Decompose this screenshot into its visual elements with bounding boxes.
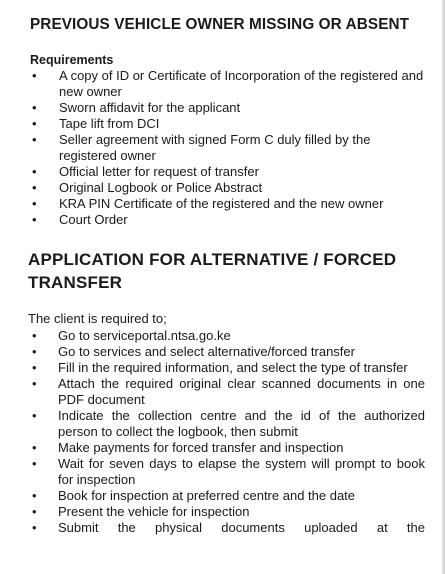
list-item-text: Submit the physical documents uploaded at the	[58, 520, 425, 535]
list-item	[30, 212, 425, 228]
list-item	[30, 328, 425, 344]
list-item-text: A copy of ID or Certificate of Incorporation of the registered and new owner	[59, 68, 424, 99]
bullet-icon: •	[32, 504, 37, 519]
list-item-text: Seller agreement with signed Form C duly filled by the registered owner	[59, 132, 371, 163]
list-item	[30, 440, 425, 456]
list-item-text: Original Logbook or Police Abstract	[59, 180, 263, 195]
list-item-text: Tape lift from DCI	[59, 116, 160, 131]
requirements-list	[30, 68, 425, 228]
bullet-icon: •	[32, 132, 37, 147]
list-item	[30, 100, 425, 116]
bullet-icon: •	[32, 488, 37, 503]
list-item	[30, 504, 425, 520]
list-item-text: Attach the required original clear scanned documents in one PDF document	[58, 376, 425, 407]
list-item-text: Wait for seven days to elapse the system will prompt to book for inspection	[58, 456, 425, 487]
bullet-icon: •	[32, 360, 37, 375]
section-title-forced-transfer: APPLICATION FOR ALTERNATIVE / FORCED TRANSFER	[28, 250, 397, 292]
list-item-text: Indicate the collection centre and the id of the authorized person to collect the logbook, then submit	[58, 408, 425, 439]
bullet-icon: •	[32, 344, 37, 359]
list-item	[30, 68, 425, 100]
list-item	[30, 488, 425, 504]
list-item-text: Go to services and select alternative/forced transfer	[58, 344, 355, 359]
list-item-text: KRA PIN Certificate of the registered and the new owner	[59, 196, 384, 211]
list-item-text: Sworn affidavit for the applicant	[59, 100, 241, 115]
list-item	[30, 360, 425, 376]
requirements-label: Requirements	[30, 53, 114, 67]
bullet-icon: •	[32, 164, 37, 179]
bullet-icon: •	[32, 212, 37, 227]
list-item	[30, 408, 425, 440]
list-item	[30, 116, 425, 132]
bullet-icon: •	[32, 328, 37, 343]
bullet-icon: •	[32, 376, 37, 391]
list-item	[30, 164, 425, 180]
list-item-text: Make payments for forced transfer and inspection	[58, 440, 344, 455]
list-item	[30, 196, 425, 212]
intro-text: The client is required to;	[28, 311, 167, 326]
list-item	[30, 344, 425, 360]
list-item-text: Official letter for request of transfer	[59, 164, 259, 179]
bullet-icon: •	[32, 440, 37, 455]
list-item-text: Fill in the required information, and select the type of transfer	[58, 360, 408, 375]
section-title-missing-owner: PREVIOUS VEHICLE OWNER MISSING OR ABSENT	[30, 16, 410, 33]
bullet-icon: •	[32, 456, 37, 471]
steps-list	[30, 328, 425, 536]
list-item-text: Court Order	[59, 212, 128, 227]
bullet-icon: •	[32, 520, 37, 535]
list-item	[30, 180, 425, 196]
bullet-icon: •	[32, 100, 37, 115]
bullet-icon: •	[32, 180, 37, 195]
bullet-icon: •	[32, 116, 37, 131]
list-item	[30, 456, 425, 488]
list-item-text: Go to serviceportal.ntsa.go.ke	[58, 328, 231, 343]
list-item-text: Present the vehicle for inspection	[58, 504, 250, 519]
list-item-text: Book for inspection at preferred centre and the date	[58, 488, 356, 503]
bullet-icon: •	[32, 408, 37, 423]
list-item	[30, 376, 425, 408]
list-item	[30, 132, 425, 164]
bullet-icon: •	[32, 68, 37, 83]
list-item	[30, 520, 425, 536]
bullet-icon: •	[32, 196, 37, 211]
